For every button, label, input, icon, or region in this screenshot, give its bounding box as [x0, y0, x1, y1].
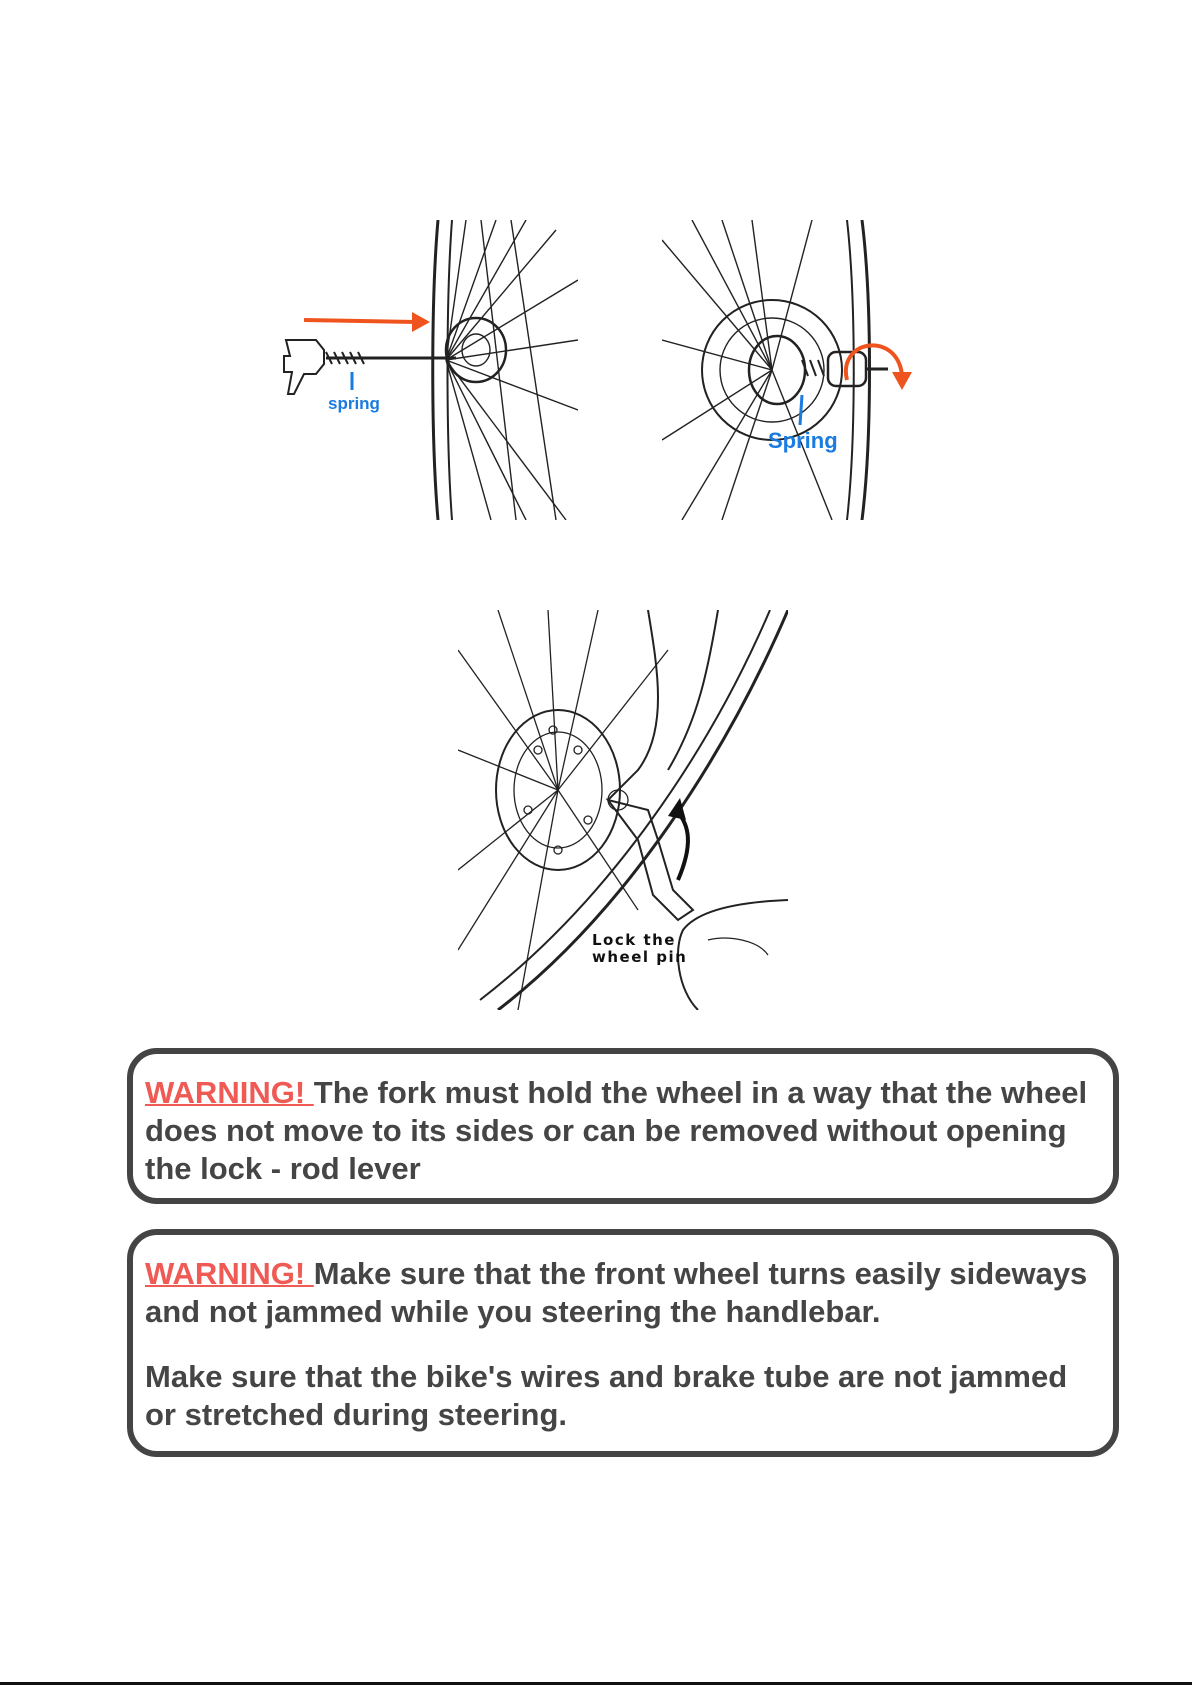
warning-body: The fork must hold the wheel in a way that the wheel does not move to its sides or can be removed without opening the lock - rod lever — [145, 1075, 1088, 1186]
spring-label: Spring — [768, 428, 838, 453]
warning-body: Make sure that the front wheel turns easily sideways and not jammed while you steering the handlebar. — [145, 1256, 1088, 1329]
warning-label: WARNING! — [145, 1256, 314, 1291]
warning-label: WARNING! — [145, 1075, 314, 1110]
skewer-insert-illustration — [266, 220, 578, 520]
nut-tighten-illustration — [662, 220, 924, 520]
warning-text — [145, 1074, 1101, 1188]
warning-note: Make sure that the bike's wires and brake tube are not jammed or stretched during steering. — [145, 1359, 1068, 1432]
lock-wheel-pin-figure — [458, 610, 788, 1010]
warning-text — [145, 1255, 1101, 1331]
skewer-insert-figure — [266, 220, 578, 520]
lock-wheel-pin-caption: Lock the wheel pin — [592, 931, 688, 966]
nut-tighten-figure — [662, 220, 924, 520]
warning-box-fork — [127, 1048, 1119, 1204]
spring-label: spring — [328, 394, 380, 413]
warning-box-steering — [127, 1229, 1119, 1457]
